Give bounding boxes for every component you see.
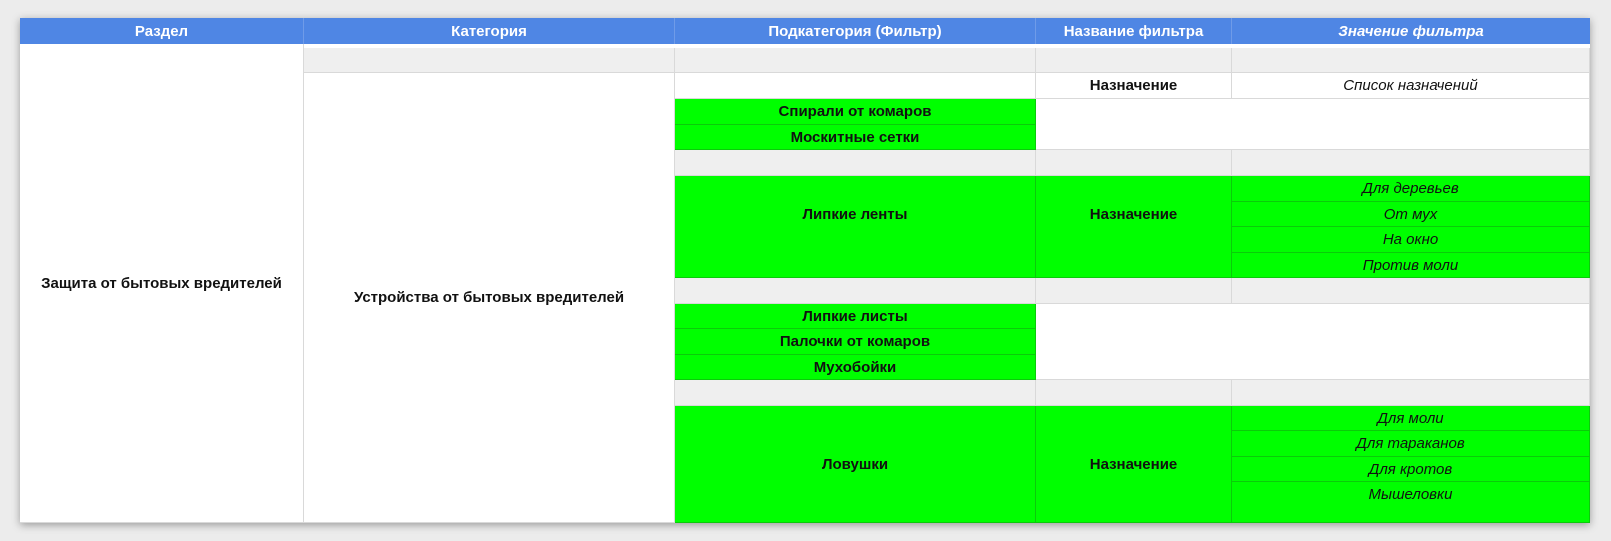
filter-name-cell[interactable]: [1036, 253, 1232, 278]
empty-cell[interactable]: [675, 73, 1036, 99]
subcategory-cell[interactable]: Москитные сетки: [675, 125, 1036, 150]
spreadsheet-table: [20, 18, 1590, 523]
separator-cell[interactable]: [1036, 380, 1232, 406]
subcategory-cell[interactable]: Липкие листы: [675, 304, 1036, 329]
filter-name-cell[interactable]: Назначение: [1036, 73, 1232, 99]
empty-cell[interactable]: [1036, 304, 1590, 380]
filter-value-cell[interactable]: Для моли: [1232, 406, 1590, 431]
separator-cell[interactable]: [1036, 150, 1232, 176]
separator-cell[interactable]: [304, 48, 675, 73]
filter-value-cell[interactable]: Список назначений: [1232, 73, 1590, 99]
header-section[interactable]: Раздел: [20, 18, 304, 44]
filter-name-cell[interactable]: Назначение: [1036, 176, 1232, 253]
filter-value-cell[interactable]: Мышеловки: [1232, 482, 1590, 523]
subcategory-cell[interactable]: [675, 253, 1036, 278]
separator-cell[interactable]: [1232, 278, 1590, 304]
subcategory-cell[interactable]: Мухобойки: [675, 355, 1036, 380]
header-filter-value[interactable]: Значение фильтра: [1232, 18, 1590, 44]
separator-cell[interactable]: [675, 380, 1036, 406]
section-cell[interactable]: Защита от бытовых вредителей: [20, 44, 304, 523]
separator-cell[interactable]: [675, 278, 1036, 304]
subcategory-cell[interactable]: Палочки от комаров: [675, 329, 1036, 355]
separator-cell[interactable]: [1232, 48, 1590, 73]
separator-cell[interactable]: [675, 48, 1036, 73]
subcategory-cell[interactable]: Липкие ленты: [675, 176, 1036, 253]
subcategory-cell[interactable]: Спирали от комаров: [675, 99, 1036, 125]
filter-name-cell[interactable]: Назначение: [1036, 406, 1232, 523]
header-filter-name[interactable]: Название фильтра: [1036, 18, 1232, 44]
separator-cell[interactable]: [1232, 380, 1590, 406]
empty-cell[interactable]: [1036, 99, 1590, 150]
separator-cell[interactable]: [1036, 278, 1232, 304]
category-cell[interactable]: Устройства от бытовых вредителей: [304, 73, 675, 523]
filter-value-cell[interactable]: Для деревьев: [1232, 176, 1590, 202]
subcategory-cell[interactable]: Ловушки: [675, 406, 1036, 523]
filter-value-cell[interactable]: Против моли: [1232, 253, 1590, 278]
filter-value-cell[interactable]: На окно: [1232, 227, 1590, 253]
filter-value-cell[interactable]: От мух: [1232, 202, 1590, 227]
separator-cell[interactable]: [1036, 48, 1232, 73]
filter-value-cell[interactable]: Для тараканов: [1232, 431, 1590, 457]
separator-cell[interactable]: [1232, 150, 1590, 176]
header-category[interactable]: Категория: [304, 18, 675, 44]
header-subcategory[interactable]: Подкатегория (Фильтр): [675, 18, 1036, 44]
filter-value-cell[interactable]: Для кротов: [1232, 457, 1590, 482]
separator-cell[interactable]: [675, 150, 1036, 176]
